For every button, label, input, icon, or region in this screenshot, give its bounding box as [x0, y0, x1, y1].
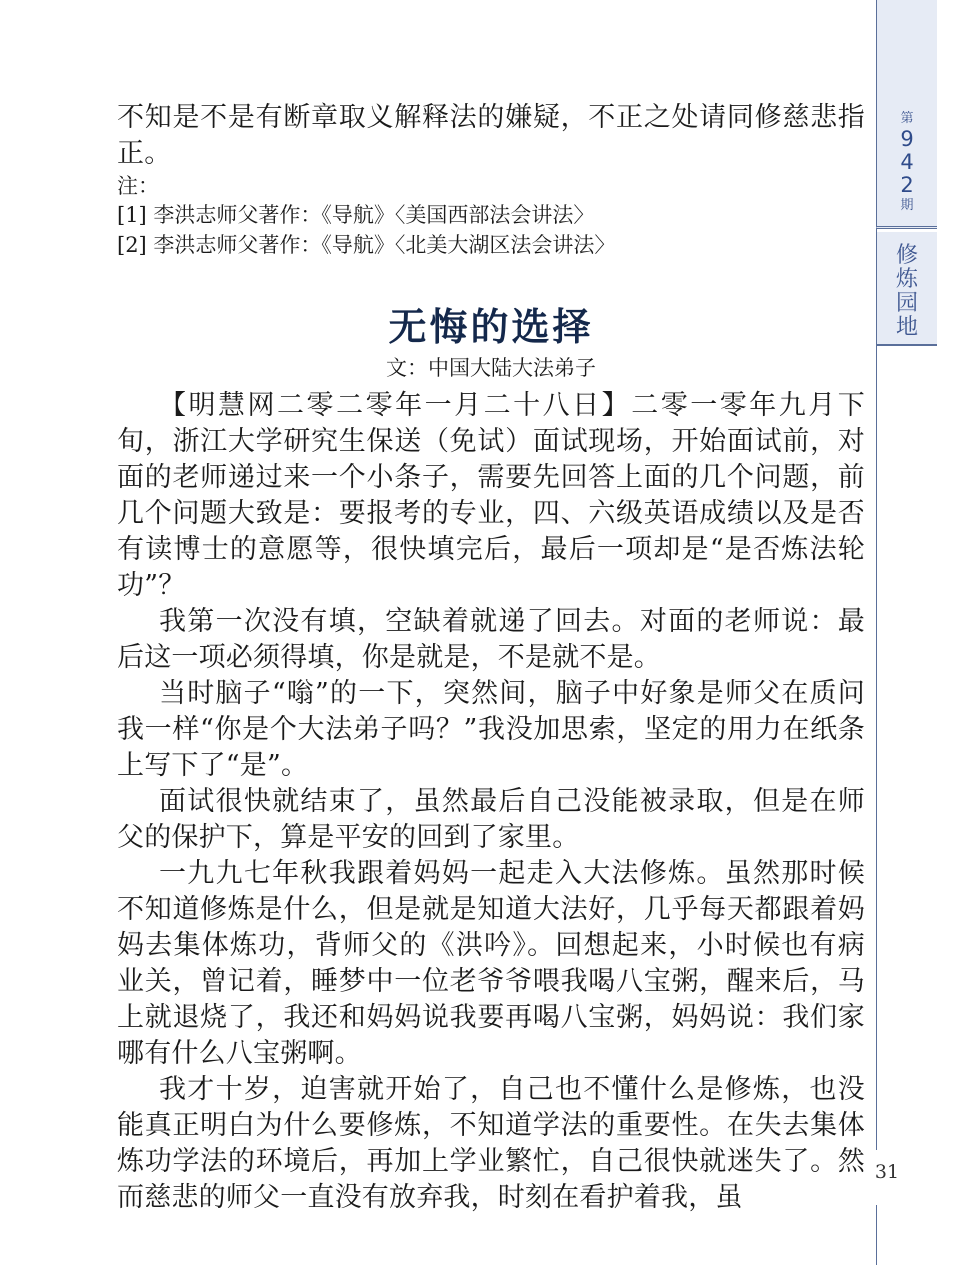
section-char-3: 园: [895, 291, 918, 316]
article-paragraph-2: 我第一次没有填，空缺着就递了回去。对面的老师说：最后这一项必须得填，你是就是，不是就不是。: [117, 606, 865, 673]
issue-prefix: 第: [900, 111, 914, 126]
section-tab: [876, 232, 937, 346]
article-paragraph-6: 我才十岁，迫害就开始了，自己也不懂什么是修炼，也没能真正明白为什么要修炼，不知道学法的重要性。在失去集体炼功学法的环境后，再加上学业繁忙，自己很快就迷失了。然而慈悲的师父一直没有放弃我，时刻在看护着我，虽: [117, 1074, 865, 1213]
issue-tab: [876, 0, 937, 229]
note-2: [2] 李洪志师父著作：《导航》〈北美大湖区法会讲法〉: [117, 233, 616, 257]
section-char-2: 炼: [895, 267, 918, 292]
article-title: 无悔的选择: [388, 305, 594, 349]
notes-label: 注：: [117, 174, 159, 198]
article-paragraph-4: 面试很快就结束了，虽然最后自己没能被录取，但是在师父的保护下，算是平安的回到了家里。: [117, 786, 865, 853]
section-char-1: 修: [895, 243, 918, 268]
section-char-4: 地: [895, 315, 918, 340]
issue-digit-1: 9: [900, 127, 914, 151]
article-byline: 文：中国大陆大法弟子: [386, 356, 596, 380]
main-text-column: [117, 100, 865, 1216]
prev-article-last-paragraph: 不知是不是有断章取义解释法的嫌疑，不正之处请同修慈悲指正。: [117, 102, 865, 169]
note-1: [1] 李洪志师父著作：《导航》〈美国西部法会讲法〉: [117, 203, 595, 227]
article-paragraph-3: 当时脑子“嗡”的一下，突然间，脑子中好象是师父在质问我一样“你是个大法弟子吗？”我没加思索，坚定的用力在纸条上写下了“是”。: [117, 678, 865, 781]
issue-digit-3: 2: [900, 173, 914, 197]
issue-digit-2: 4: [900, 150, 914, 174]
issue-suffix: 期: [900, 198, 914, 213]
page-number: 31: [874, 1161, 900, 1183]
margin-rule-bottom: [876, 1205, 877, 1265]
article-paragraph-1: 【明慧网二零二零年一月二十八日】二零一零年九月下旬，浙江大学研究生保送（免试）面试现场，开始面试前，对面的老师递过来一个小条子，需要先回答上面的几个问题，前几个问题大致是：要报考的专业，四、六级英语成绩以及是否有读博士的意愿等，很快填完后，最后一项却是“是否炼法轮功”？: [117, 390, 865, 601]
article-paragraph-5: 一九九七年秋我跟着妈妈一起走入大法修炼。虽然那时候不知道修炼是什么，但是就是知道大法好，几乎每天都跟着妈妈去集体炼功，背师父的《洪吟》。回想起来，小时候也有病业关，曾记着，睡梦中一位老爷爷喂我喝八宝粥，醒来后，马上就退烧了，我还和妈妈说我要再喝八宝粥，妈妈说：我们家哪有什么八宝粥啊。: [117, 858, 865, 1069]
